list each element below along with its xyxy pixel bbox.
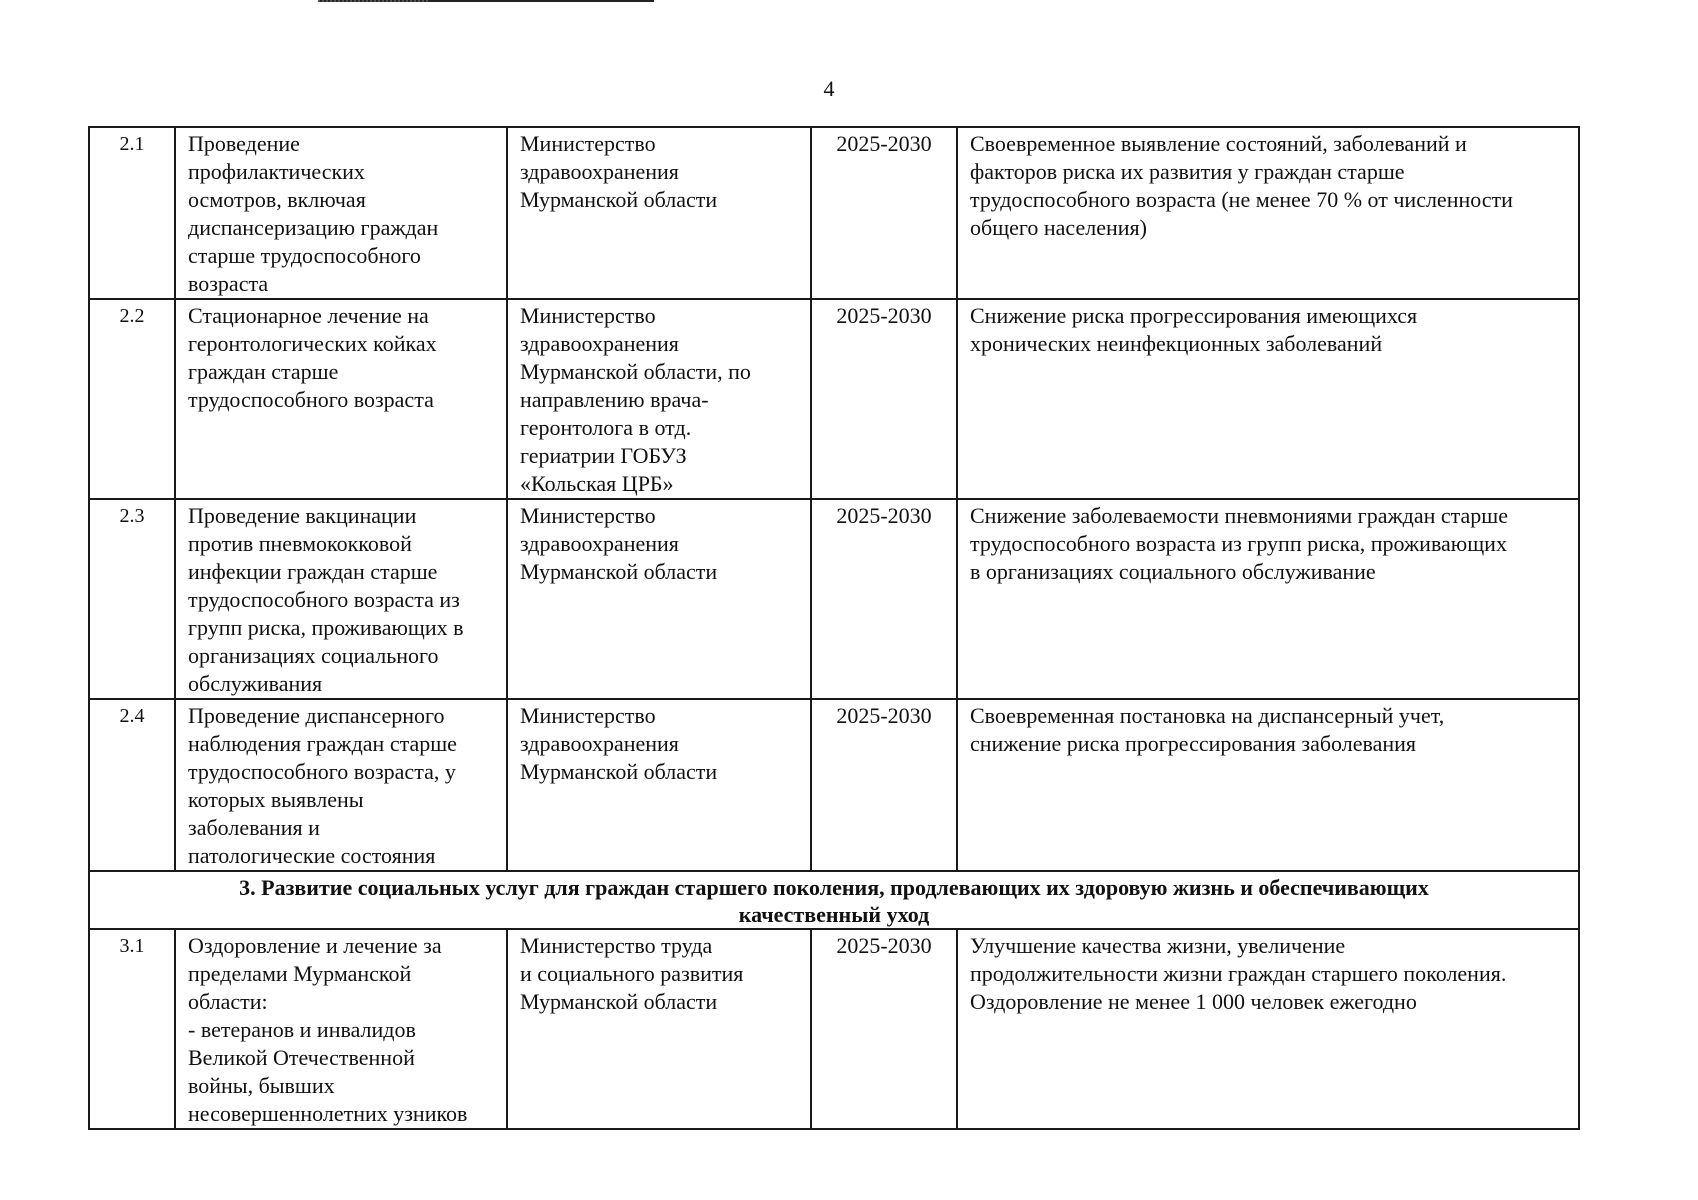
- result-cell: [957, 499, 1579, 699]
- executor-line: Министерство: [520, 503, 656, 528]
- item-number: 2.2: [89, 299, 175, 499]
- executor-cell: [507, 929, 811, 1129]
- result-line: в организациях социального обслуживание: [970, 559, 1376, 584]
- executor-line: Мурманской области: [520, 187, 718, 212]
- period-cell: 2025-2030: [811, 499, 957, 699]
- measure-line: области:: [188, 989, 268, 1014]
- measure-line: наблюдения граждан старше: [188, 731, 457, 756]
- executor-line: направлению врача-: [520, 387, 709, 412]
- measure-line: старше трудоспособного: [188, 243, 421, 268]
- executor-line: Мурманской области, по: [520, 359, 751, 384]
- section-header-row: [89, 871, 1579, 929]
- measure-line: трудоспособного возраста: [188, 387, 434, 412]
- measure-line: обслуживания: [188, 671, 323, 696]
- result-line: Улучшение качества жизни, увеличение: [970, 933, 1346, 958]
- measure-line: Оздоровление и лечение за: [188, 933, 442, 958]
- measure-line: Проведение вакцинации: [188, 503, 417, 528]
- executor-line: здравоохранения: [520, 159, 679, 184]
- measure-line: трудоспособного возраста, у: [188, 759, 456, 784]
- section-title-line: 3. Развитие социальных услуг для граждан старшего поколения, продлевающих их здоровую жизнь и обеспечивающих: [239, 875, 1429, 900]
- executor-cell: [507, 127, 811, 299]
- section-title: [89, 871, 1579, 929]
- measure-line: граждан старше: [188, 359, 339, 384]
- measure-line: которых выявлены: [188, 787, 364, 812]
- measure-line: Проведение диспансерного: [188, 703, 445, 728]
- executor-line: Мурманской области: [520, 759, 718, 784]
- result-line: общего населения): [970, 215, 1147, 240]
- result-line: хронических неинфекционных заболеваний: [970, 331, 1383, 356]
- measure-line: Стационарное лечение на: [188, 303, 429, 328]
- measure-line: организациях социального: [188, 643, 439, 668]
- table-row: [89, 699, 1579, 871]
- item-number: 2.3: [89, 499, 175, 699]
- period-cell: 2025-2030: [811, 699, 957, 871]
- header-dotted-rule: [318, 0, 428, 2]
- measure-line: патологические состояния: [188, 843, 436, 868]
- measure-line: против пневмококковой: [188, 531, 412, 556]
- measure-line: инфекции граждан старше: [188, 559, 438, 584]
- measure-cell: [175, 299, 507, 499]
- result-line: Своевременная постановка на диспансерный учет,: [970, 703, 1445, 728]
- result-line: Оздоровление не менее 1 000 человек ежегодно: [970, 989, 1417, 1014]
- executor-cell: [507, 499, 811, 699]
- result-line: Снижение риска прогрессирования имеющихся: [970, 303, 1418, 328]
- result-line: Своевременное выявление состояний, заболеваний и: [970, 131, 1467, 156]
- measure-line: осмотров, включая: [188, 187, 366, 212]
- executor-line: Министерство: [520, 703, 656, 728]
- measure-line: Великой Отечественной: [188, 1045, 415, 1070]
- executor-line: Мурманской области: [520, 989, 718, 1014]
- executor-line: здравоохранения: [520, 731, 679, 756]
- measure-line: диспансеризацию граждан: [188, 215, 439, 240]
- executor-cell: [507, 699, 811, 871]
- period-cell: 2025-2030: [811, 127, 957, 299]
- table-row: [89, 499, 1579, 699]
- measure-cell: [175, 699, 507, 871]
- measure-line: геронтологических койках: [188, 331, 437, 356]
- table-row: [89, 299, 1579, 499]
- measure-line: трудоспособного возраста из: [188, 587, 460, 612]
- executor-line: и социального развития: [520, 961, 744, 986]
- executor-line: Министерство труда: [520, 933, 713, 958]
- page-number: 4: [823, 76, 835, 101]
- measure-line: групп риска, проживающих в: [188, 615, 464, 640]
- executor-line: геронтолога в отд.: [520, 415, 692, 440]
- measure-line: Проведение: [188, 131, 300, 156]
- measure-line: возраста: [188, 271, 269, 296]
- result-line: снижение риска прогрессирования заболевания: [970, 731, 1417, 756]
- executor-line: гериатрии ГОБУЗ: [520, 443, 687, 468]
- executor-cell: [507, 299, 811, 499]
- table-row: [89, 929, 1579, 1129]
- result-cell: [957, 127, 1579, 299]
- result-cell: [957, 299, 1579, 499]
- executor-line: Министерство: [520, 131, 656, 156]
- result-cell: [957, 699, 1579, 871]
- result-line: продолжительности жизни граждан старшего поколения.: [970, 961, 1507, 986]
- measure-line: пределами Мурманской: [188, 961, 412, 986]
- measure-line: заболевания и: [188, 815, 320, 840]
- section-title-line: качественный уход: [738, 902, 930, 927]
- item-number: 2.4: [89, 699, 175, 871]
- period-cell: 2025-2030: [811, 929, 957, 1129]
- executor-line: «Кольская ЦРБ»: [520, 471, 674, 496]
- executor-line: здравоохранения: [520, 531, 679, 556]
- executor-line: Министерство: [520, 303, 656, 328]
- measure-line: несовершеннолетних узников: [188, 1101, 468, 1126]
- measure-line: профилактических: [188, 159, 365, 184]
- measure-cell: [175, 127, 507, 299]
- measure-line: войны, бывших: [188, 1073, 335, 1098]
- executor-line: здравоохранения: [520, 331, 679, 356]
- measures-table: [88, 126, 1580, 1130]
- result-line: трудоспособного возраста из групп риска, проживающих: [970, 531, 1507, 556]
- result-line: факторов риска их развития у граждан старше: [970, 159, 1405, 184]
- item-number: 3.1: [89, 929, 175, 1129]
- result-line: трудоспособного возраста (не менее 70 % от численности: [970, 187, 1513, 212]
- measure-line: - ветеранов и инвалидов: [188, 1017, 416, 1042]
- item-number: 2.1: [89, 127, 175, 299]
- result-line: Снижение заболеваемости пневмониями граждан старше: [970, 503, 1509, 528]
- measure-cell: [175, 929, 507, 1129]
- period-cell: 2025-2030: [811, 299, 957, 499]
- header-rule: [318, 0, 654, 2]
- measure-cell: [175, 499, 507, 699]
- table-row: [89, 127, 1579, 299]
- result-cell: [957, 929, 1579, 1129]
- executor-line: Мурманской области: [520, 559, 718, 584]
